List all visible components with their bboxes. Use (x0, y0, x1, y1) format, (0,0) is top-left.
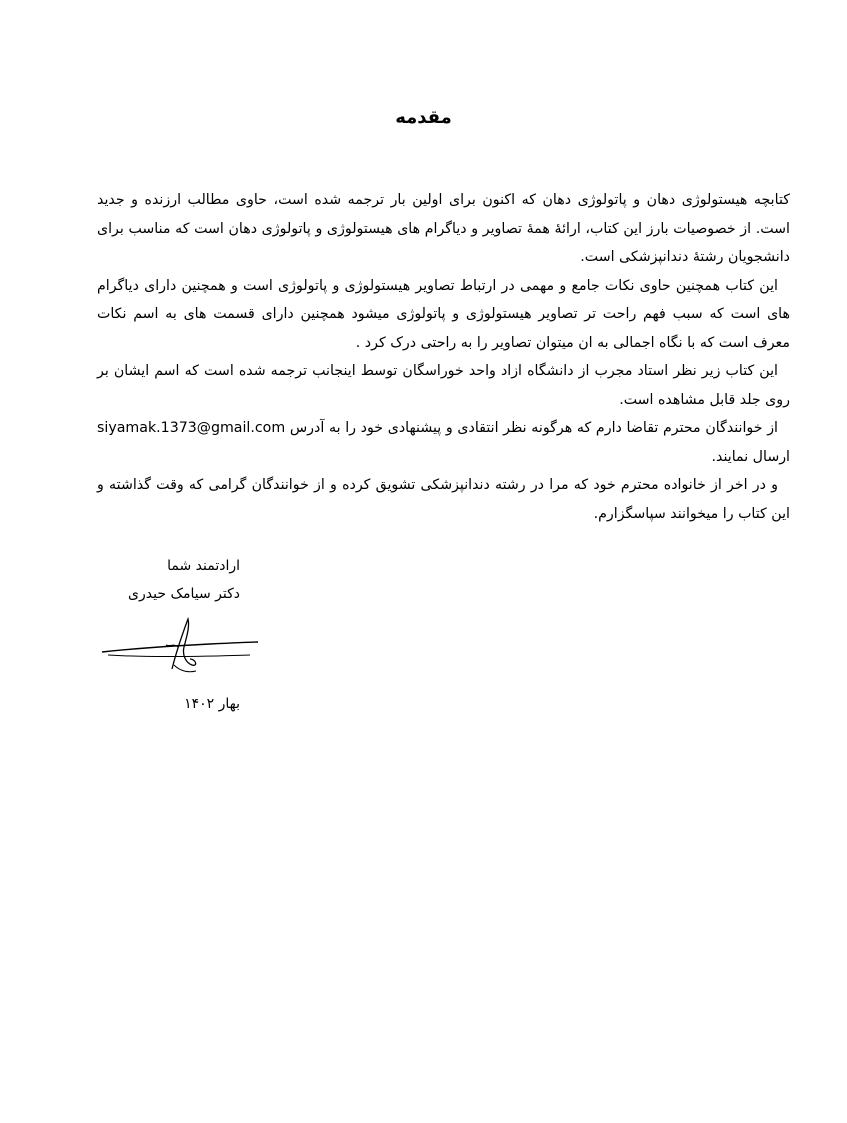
page-title: مقدمه (395, 107, 452, 128)
paragraph-features: این کتاب همچنین حاوی نکات جامع و مهمی در ارتباط تصاویر هیستولوژی و پاتولوژی است و همچنین دارای دیاگرام های است که سبب فهم راحت تر تصاویر هیستولوژی و پاتولوژی میشود همچنین دارای قسمت های به اسم نکات معرف است که با نگاه اجمالی به ان میتوان تصاویر را به راحتی درک کرد . (97, 277, 790, 351)
paragraph-supervision: این کتاب زیر نظر استاد مجرب از دانشگاه ازاد واحد خوراسگان توسط اینجانب ترجمه شده است که اسم ایشان بر روی جلد قابل مشاهده است. (97, 363, 790, 408)
author-name: دکتر سیامک حیدری (128, 586, 240, 602)
paragraph-thanks: و در اخر از خانواده محترم خود که مرا در رشته دندانپزشکی تشویق کرده و از خوانندگان گرامی که وقت گذاشته و این کتاب را میخوانند سپاسگزارم. (97, 477, 790, 522)
closing-text: ارادتمند شما (167, 558, 240, 574)
contact-email: siyamak.1373@gmail.com (97, 420, 286, 436)
contact-text-before: از خوانندگان محترم تقاضا دارم که هرگونه نظر انتقادی و پیشنهادی خود را به آدرس (289, 420, 779, 436)
date-text: بهار ۱۴۰۲ (184, 696, 240, 712)
preface-body (97, 186, 790, 528)
contact-text-after: ارسال نمایند. (711, 448, 790, 465)
paragraph-contact (97, 414, 790, 471)
signature-block (100, 552, 240, 608)
handwritten-signature (100, 613, 260, 677)
paragraph-intro: کتابچه هیستولوژی دهان و پاتولوژی دهان که اکنون برای اولین بار ترجمه شده است، حاوی مطالب ارزنده و جدید است. از خصوصیات بارز این کتاب، ارائهٔ همهٔ تصاویر و دیاگرام های هیستولوژی و پاتولوژی دهان است که مناسب برای دانشجویان رشتهٔ دندانپزشکی است. (97, 192, 790, 265)
